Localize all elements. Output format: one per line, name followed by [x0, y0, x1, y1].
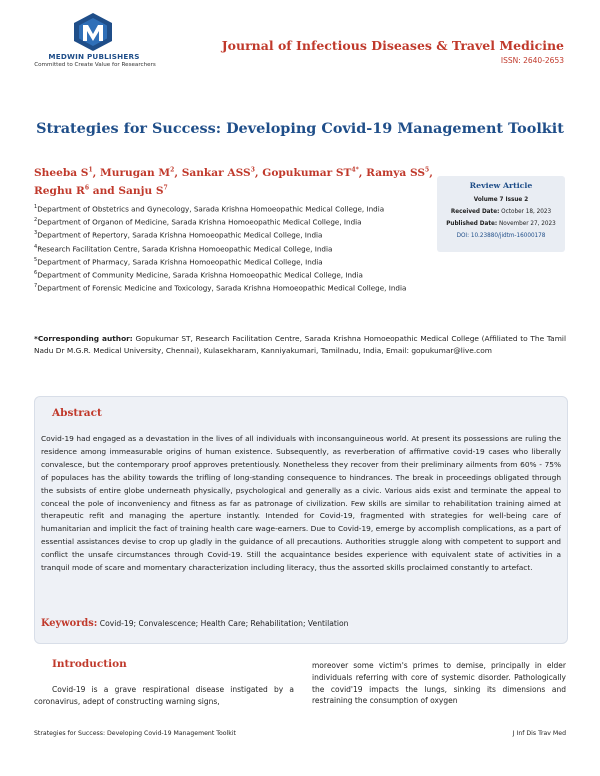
article-type: Review Article: [469, 181, 533, 190]
received-date: Received Date: October 18, 2023: [450, 209, 552, 215]
affiliation: $^5$Department of Pharmacy, Sarada Krishna Homoeopathic Medical College, India: [34, 256, 323, 267]
author: Murugan $M^2$,: [100, 166, 182, 179]
footer-journal-abbrev: J Inf Dis Trav Med: [512, 730, 566, 737]
affiliation: $^2$Department of Organon of Medicine, Sarada Krishna Homoeopathic Medical College, India: [34, 217, 362, 227]
affiliation: $^7$Department of Forensic Medicine and Toxicology, Sarada Krishna Homoeopathic Medical College, India: [34, 283, 407, 293]
medwin-logo-icon: [72, 12, 114, 52]
keywords-label: Keywords:: [41, 618, 98, 629]
keywords-row: [41, 618, 561, 629]
issn: ISSN: 2640-2653: [500, 56, 564, 65]
author: Ramya $SS^5$,: [366, 166, 433, 179]
corresponding-author: [34, 333, 566, 357]
affiliation: $^3$Department of Repertory, Sarada Krishna Homoeopathic Medical College, India: [34, 230, 323, 240]
author: Sheeba $S^1$,: [34, 166, 101, 179]
footer-running-title: Strategies for Success: Developing Covid-19 Management Toolkit: [34, 730, 236, 737]
volume-issue: Volume 7 Issue 2: [473, 197, 529, 203]
introduction-left-text: Covid-19 is a grave respirational disease instigated by a coronavirus, adept of constructing warning signs,: [34, 685, 294, 706]
abstract-text: Covid-19 had engaged as a devastation in the lives of all individuals with inconsanguineous world. At present its possessions are ruling the residence among immeasurable origins of human existence. Subsequently, as reverberation of affirmative covid-19 cases who liberally convalesce, but the contemporary proof approves pretentiously. Nonetheless they recover from their preliminary ailments from 60% - 75% of populaces has the ability towards the trifling of long-standing consequence to hindrances. The break in proceedings obligated through the subsists of entire globe underneath physically, psychological and generally as a civic. Various aids exist and terminate the appeal to conceal the pole of inconveniency and fitness as far as patronage of civilization. Few skills are similar to rehabilitation training aimed at therapeutic refit and managing the aperture instantly. Intended for Covid-19, fragmented with strategies for well-being care of humanitarian and implicit the fact of training health care wage-earners. Due to Covid-19, emerge by accomplish complications, as a part of essential assistances devise to crop up gladly in the guidance of all precautions. Authorities struggle along with competent to support and conflict the unsafe circumstances through Covid-19. Still the acquaintance besides experience with equivalent state of activities in a tranquil mode of scare and momentary characterization including literacy, thus the assorted skills proclaimed constantly to artefact.: [41, 434, 561, 573]
author-list: [34, 162, 440, 199]
publisher-tagline: Committed to Create Value for Researchers: [34, 62, 156, 68]
article-title: Strategies for Success: Developing Covid-19 Management Toolkit: [36, 120, 564, 137]
affiliation: $^4$Research Facilitation Centre, Sarada Krishna Homoeopathic Medical College, India: [34, 243, 333, 253]
article-info-box: [437, 176, 565, 252]
abstract-box: [34, 396, 568, 644]
introduction-heading: Introduction: [52, 658, 127, 670]
affiliation-list: [34, 202, 434, 294]
author: Gopukumar $ST^{4*}$,: [262, 166, 367, 179]
author: Sankar ASS$^3$,: [181, 166, 263, 179]
affiliation: $^1$Department of Obstetrics and Gynecology, Sarada Krishna Homoeopathic Medical College, India: [34, 204, 385, 214]
abstract-heading: Abstract: [52, 407, 102, 419]
published-date: Published Date: November 27, 2023: [446, 221, 556, 227]
corresponding-label: *Corresponding author:: [34, 334, 133, 343]
author: Sanju $S^7$: [118, 184, 168, 198]
author: Reghu $R^6$ and: [34, 184, 119, 198]
corresponding-text: Gopukumar ST, Research Facilitation Centre, Sarada Krishna Homoeopathic Medical College (Affiliated to The Tamil Nadu Dr M.G.R. Medical University, Chennai), Kulasekharam, Kanniyakumari, Tamilnadu, India, Email: gopukumar@live.com: [34, 334, 566, 355]
journal-title: Journal of Infectious Diseases & Travel Medicine: [221, 38, 564, 53]
publisher-name: MEDWIN PUBLISHERS: [48, 52, 140, 61]
doi-link[interactable]: DOI: 10.23880/jidtm-16000178: [456, 233, 546, 239]
introduction-right-column: moreover some victim's primes to demise, principally in elder individuals referring with core of systemic disorder. Pathologically the covid'19 impacts the lungs, sinking its dimensions and restraining the consumption of oxygen: [312, 661, 566, 706]
introduction-left-column: [34, 684, 294, 708]
affiliation: $^6$Department of Community Medicine, Sarada Krishna Homoeopathic Medical College, India: [34, 269, 363, 280]
keywords-text: Covid-19; Convalescence; Health Care; Rehabilitation; Ventilation: [99, 619, 349, 628]
